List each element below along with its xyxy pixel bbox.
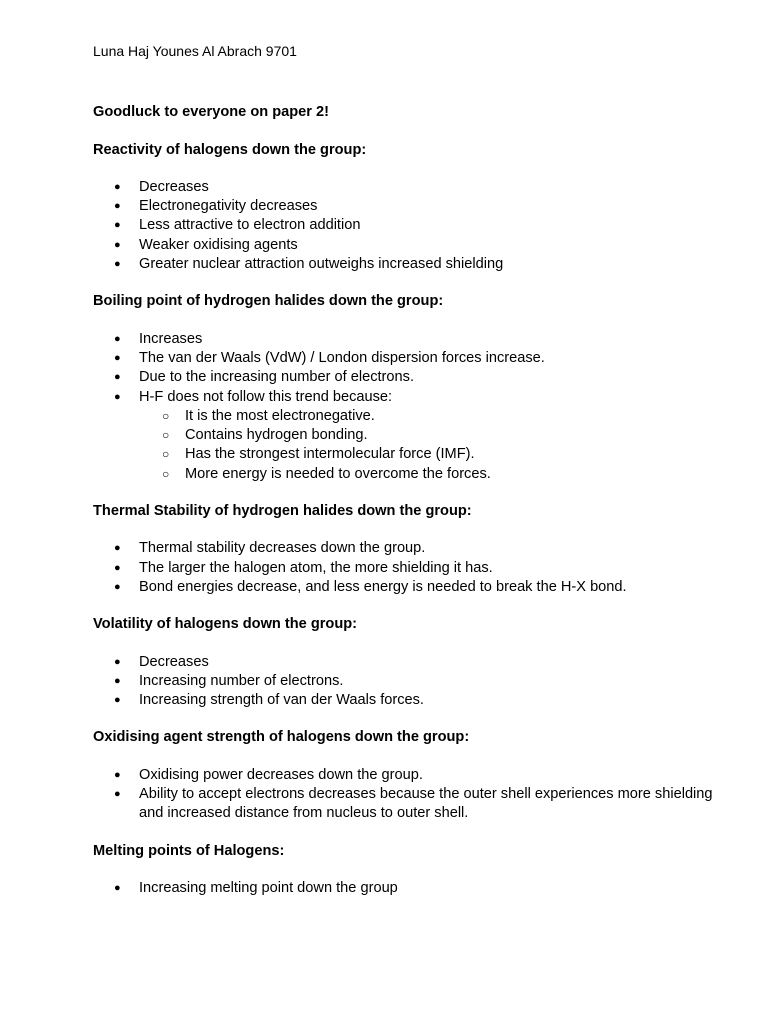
sub-bullet-list-hf	[139, 407, 733, 484]
greeting-line: Goodluck to everyone on paper 2!	[93, 104, 329, 121]
sub-list-item: ○ It is the most electronegative.	[185, 407, 733, 426]
section-heading-boiling-point: Boiling point of hydrogen halides down the group:	[93, 293, 444, 310]
list-item: ● Increasing number of electrons.	[139, 672, 733, 691]
list-item: ● Weaker oxidising agents	[139, 236, 733, 255]
list-item: ● Increasing melting point down the group	[139, 879, 733, 898]
list-item: ● Greater nuclear attraction outweighs increased shielding	[139, 255, 733, 274]
bullet-list-oxidising-strength	[93, 766, 733, 824]
document-page	[93, 42, 733, 898]
sub-list-item: ○ Has the strongest intermolecular force (IMF).	[185, 445, 733, 464]
section-heading-thermal-stability: Thermal Stability of hydrogen halides down the group:	[93, 503, 472, 520]
section-heading-melting-points: Melting points of Halogens:	[93, 842, 285, 859]
list-item: ● Bond energies decrease, and less energy is needed to break the H-X bond.	[139, 578, 733, 597]
list-item: ● Less attractive to electron addition	[139, 216, 733, 235]
bullet-list-volatility	[93, 653, 733, 711]
list-item: ● Due to the increasing number of electrons.	[139, 368, 733, 387]
list-item: ● Oxidising power decreases down the group.	[139, 766, 733, 785]
list-item: ● Increasing strength of van der Waals forces.	[139, 691, 733, 710]
bullet-list-thermal-stability	[93, 539, 733, 597]
list-item: ● Electronegativity decreases	[139, 197, 733, 216]
bullet-list-melting-points	[93, 879, 733, 898]
list-item: ● Increases	[139, 330, 733, 349]
bullet-list-boiling-point	[93, 330, 733, 484]
list-item: ● The van der Waals (VdW) / London dispersion forces increase.	[139, 349, 733, 368]
list-item: ● Ability to accept electrons decreases because the outer shell experiences more shielding and increased distance from nucleus to outer shell.	[139, 785, 733, 824]
list-item-with-subitems	[139, 388, 733, 484]
sub-list-item: ○ More energy is needed to overcome the forces.	[185, 465, 733, 484]
list-item: ● Thermal stability decreases down the group.	[139, 539, 733, 558]
author-line: Luna Haj Younes Al Abrach 9701	[93, 43, 297, 59]
section-heading-volatility: Volatility of halogens down the group:	[93, 616, 358, 633]
list-item: ● Decreases	[139, 653, 733, 672]
bullet-list-reactivity	[93, 178, 733, 274]
section-heading-reactivity: Reactivity of halogens down the group:	[93, 141, 367, 158]
list-item-text: H-F does not follow this trend because:	[139, 388, 393, 405]
section-heading-oxidising-strength: Oxidising agent strength of halogens down the group:	[93, 729, 470, 746]
sub-list-item: ○ Contains hydrogen bonding.	[185, 426, 733, 445]
list-item: ● Decreases	[139, 178, 733, 197]
list-item: ● The larger the halogen atom, the more shielding it has.	[139, 559, 733, 578]
